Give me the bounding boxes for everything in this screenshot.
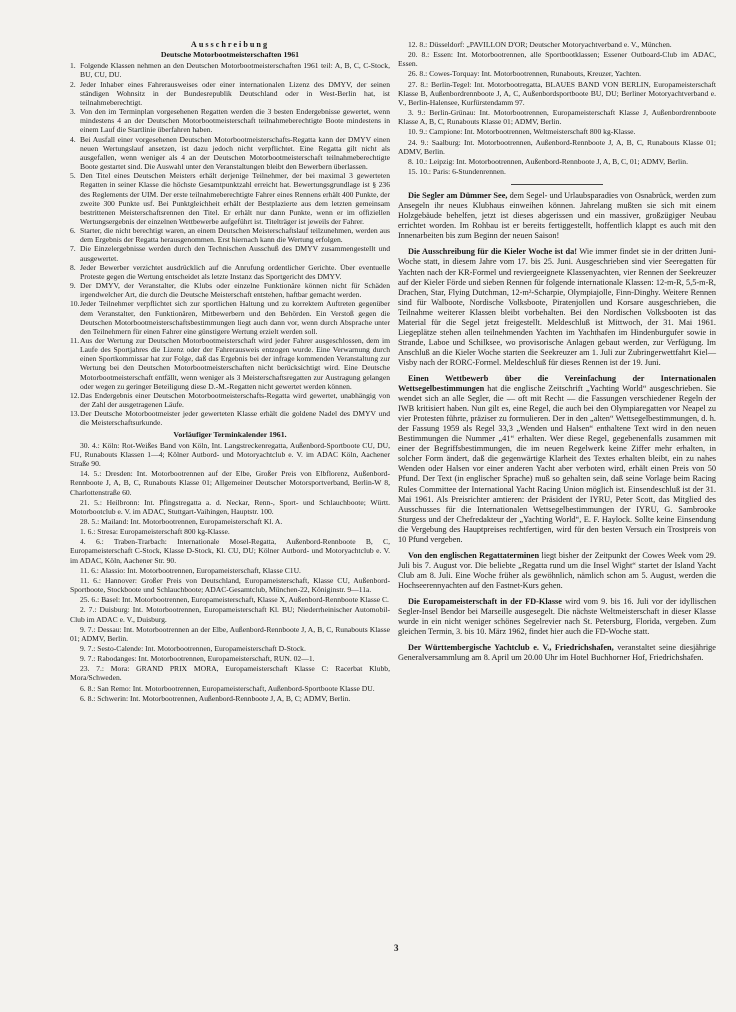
rule-text: Von den im Terminplan vorgesehenen Regatten werden die 3 besten Endergebnisse gewertet, wenn mindestens 4 an der Deutschen Motorbootmeisterschaft teilnahmeberechtigte Boote mindestens in einem Lauf die Startlinie überfahren haben. — [80, 107, 390, 135]
calendar-entry: 1. 6.: Stresa: Europameisterschaft 800 kg-Klasse. — [80, 527, 230, 537]
rule-text: Jeder Bewerber verzichtet ausdrücklich auf die Anrufung ordentlicher Gerichte. Über eventuelle Proteste gegen die Wertung entscheidet als letzte Instanz das Sportgericht des DMYV. — [80, 262, 390, 281]
rule-number: 5. — [70, 171, 76, 181]
article-body: veranstaltet seine diesjährige Generalversammlung am 8. April um 20.00 Uhr im Hotel Buchhorner Hof, Friedrichshafen. — [398, 643, 716, 663]
news-article — [398, 551, 716, 591]
articles — [398, 191, 716, 663]
rule-item — [70, 107, 390, 134]
article-lead: Der Württembergische Yachtclub e. V., Friedrichshafen, — [408, 643, 614, 653]
article-lead: Die Segler am Dümmer See, — [408, 191, 508, 201]
calendar-title: Vorläufiger Terminkalender 1961. — [173, 429, 287, 439]
news-article — [398, 374, 716, 545]
calendar-entry: 23. 7.: Mora: GRAND PRIX MORA, Europameisterschaft Klasse C: Racerbat Klubb, Mora/Schweden. — [70, 664, 390, 683]
calendar-entry: 9. 7.: Rabodanges: Int. Motorbootrennen, Europameisterschaft, RUN. 02—1. — [80, 654, 315, 664]
article-body: hat die englische Zeitschrift „Yachting World“ ausgeschrieben. Sie wendet sich an alle Segler, die — oft mit Recht — die Fassungen verschiedener Regeln der IWB kritisiert haben. Nun gilt es, eine Regel, die auch bei den Olympiaregatten vor Neapel zu vier Protesten führte, präziser zu formulieren. Der in den „alten“ Wettsegelbestimmungen, d. h. der Fassung 1959 als Regel 33,3 „Wenden und Halsen“ enthaltene Text wird in den neuen Bestimmungen die Nummer „41“ erhalten. Wer diese Regel, gegebenenfalls zusammen mit einer der Begriffsbestimmungen, die im neuen Regelwerk keine Ziffer mehr erhalten, in solcher Form ändert, daß die gegenwärtige Klarheit des Textes erhalten bleibt, ein zu nahes Wenden oder Halsen vor einer anderen Yacht aber verboten wird, erhält einen Preis von 50 Pfund. Der Text (in englischer Sprache) muß so gehalten sein, daß seine Vorlage beim Racing Rules Committee der International Yacht Racing Union möglich ist. Einsendeschluß ist der 31. Mai 1961. Als Preisrichter amtieren: der Präsident der IYRU, Peter Scott, das Mitglied des Ausschusses für die Internationalen Wettsegelbestimmungen der IYRU, G. Sambrooke Sturgess und der Chefredakteur der „Yachting World“, E. F. Haylock. Sollte keine Einsendung die Vergebung des Hauptpreises rechtfertigen, wird für den besten Versuch ein Trostpreis von 10 Pfund vergeben. — [398, 384, 716, 544]
rule-number: 7. — [70, 244, 76, 254]
rule-text: Aus der Wertung zur Deutschen Motorbootmeisterschaft wird jeder Fahrer ausgeschlossen, dem im Laufe des Sportjahres die Lizenz oder der Fahrerausweis entzogen wurde. Eine Verwarnung durch einen Sportkommissar hat zur Folge, daß das Ergebnis bei der infrage kommenden Veranstaltung zur Wertung bei den Deutschen Motorbootmeisterschaften nicht berücksichtigt wird. Eine Deutsche Motorbootmeisterschaft entfällt, wenn weniger als 3 Meisterschaftsregatten zur Austragung gelangen oder wegen zu geringer Beteiligung diese D.-M.-Regatten nicht gewertet werden können. — [80, 336, 390, 391]
calendar-entry: 25. 6.: Basel: Int. Motorbootrennen, Europameisterschaft, Klasse X, Außenbord-Rennboote Klasse C. — [80, 595, 389, 605]
rule-item — [70, 244, 390, 262]
calendar-right — [398, 40, 716, 176]
calendar-left — [70, 441, 390, 703]
calendar-entry: 30. 4.: Köln: Rot-Weißes Band von Köln, Int. Langstreckenregatta, Außenbord-Sportboote CU, DU, FU, Runabouts Klassen 1—4; Kölner Autbord- und Motoryachtclub e. V. im ADAC Köln, Aachener Straße 90. — [70, 440, 390, 469]
news-article — [398, 597, 716, 637]
rule-number: 13. — [70, 409, 80, 419]
article-body: wird vom 9. bis 16. Juli vor der idyllischen Segler-Insel Bendor bei Marseille ausgesegelt. Die nächste Weltmeisterschaft in dieser Klasse wurde in ein nicht weniger schönes Segelrevier nach St. Petersburg, Florida, vergeben. Zum gleichen Termin, 3. bis 10. März 1962, findet hier auch die FD-Woche statt. — [398, 596, 717, 637]
calendar-entry: 2. 7.: Duisburg: Int. Motorbootrennen, Europameisterschaft Kl. BU; Niederrheinischer Automobil-Club im ADAC e. V., Duisburg. — [70, 605, 390, 624]
calendar-entry: 6. 8.: San Remo: Int. Motorbootrennen, Europameisterschaft, Außenbord-Sportboote Klasse DU. — [80, 683, 375, 693]
article-lead: Von den englischen Regattaterminen — [408, 550, 540, 560]
rule-item — [70, 263, 390, 281]
calendar-entry: 27. 8.: Berlin-Tegel: Int. Motorbootregatta, BLAUES BAND VON BERLIN, Europameisterschaft Klasse B, Außenbordrennboote J, A, C, Außenbordsportboote BU, DU; Berliner Motoryachtverband e. V., Berlin-Halensee, Kurfürstendamm 97. — [398, 79, 716, 107]
article-lead: Die Ausschreibung für die Kieler Woche ist da! — [408, 247, 578, 257]
rule-text: Der DMYV, der Veranstalter, die Klubs oder einzelne Funktionäre können nicht für Schäden irgendwelcher Art, die durch die Deutsche Meisterschaft entstehen, haftbar gemacht werden. — [80, 281, 390, 300]
rule-number: 6. — [70, 226, 76, 236]
rule-item — [70, 226, 390, 244]
article-lead: Die Europameisterschaft in der FD-Klasse — [408, 596, 562, 606]
rule-item — [70, 171, 390, 226]
calendar-entry: 14. 5.: Dresden: Int. Motorbootrennen auf der Elbe, Großer Preis von Elbflorenz, Außenbord-Rennboote J, A, B, C, Runabouts Klasse 01; Allgemeiner Deutscher Motorsportverband, Berlin-W 8, Charlottenstraße 60. — [70, 469, 390, 497]
calendar-entry: 4. 6.: Traben-Trarbach: Internationale Mosel-Regatta, Außenbord-Rennboote B, C, Europameisterschaft C-Stock, Klasse D-Stock, Kl. CU, DU; Kölner Autbord- und Motoryachtclub e. V. im ADAC, Köln, Aachener Str. 90. — [70, 537, 390, 565]
calendar-entry: 12. 8.: Düsseldorf: „PAVILLON D'OR; Deutscher Motoryachtverband e. V., München. — [408, 40, 672, 49]
rule-number: 4. — [70, 134, 76, 144]
rule-number: 1. — [70, 61, 76, 71]
rule-text: Den Titel eines Deutschen Meisters erhält derjenige Teilnehmer, der bei maximal 3 gewerteten Regatten in seiner Klasse die höchste Gesamtpunktzahl erreicht hat. Bewertungsgrundlage ist § 236 des Reglements der UIM. Der erste teilnahmeberechtigte Fahrer eines Rennens erhält 400 Punkte, der zweite 300 Punkte usf. Bei Punktgleichheit erhält der Bestplazierte aus dem letzten gemeinsam bestrittenen Meisterschaftsrennen den Titel. Er erhält nur dann Punkte, wenn er im offiziellen Wertungsergebnis der einzelnen Wettbewerbe aufgeführt ist. Titelträger ist jeweils der Fahrer. — [80, 171, 390, 226]
rule-number: 8. — [70, 262, 76, 272]
divider — [511, 184, 603, 185]
calendar-entry: 11. 6.: Alassio: Int. Motorbootrennen, Europameisterschaft, Klasse C1U. — [80, 565, 301, 575]
calendar-entry: 3. 9.: Berlin-Grünau: Int. Motorbootrennen, Europameisterschaft Klasse J, Außenbordrennboote Klasse A, B, C, Runabouts Klasse 01; ADMV, Berlin. — [398, 108, 716, 127]
calendar-entry: 11. 6.: Hannover: Großer Preis von Deutschland, Europameisterschaft, Klasse CU, Außenbord-Sportboote, Stockboote und Schlauchboote; ADAC-Gesamtclub, München-22, Königinstr. 9—11a. — [70, 575, 390, 595]
calendar-entry: 24. 9.: Saalburg: Int. Motorbootrennen, Außenbord-Rennboote J, A, B, C, Runabouts Klasse 01; ADMV, Berlin. — [398, 137, 716, 156]
rule-text: Bei Ausfall einer vorgesehenen Deutschen Motorbootmeisterschafts-Regatta kann der DMYV einen neuen Wertungslauf ansetzen, ist dazu jedoch nicht verpflichtet. Eine Regatta gilt nicht als ausgefallen, wenn weniger als 4 an der Deutschen Motorbootmeisterschaft teilnahmeberechtigte Boote gestartet sind. Die Auswahl unter den Veranstaltungen bleibt den Bewerbern überlassen. — [80, 134, 390, 172]
calendar-entry: 26. 8.: Cowes-Torquay: Int. Motorbootrennen, Runabouts, Kreuzer, Yachten. — [408, 69, 642, 79]
news-article — [398, 191, 716, 241]
rule-number: 12. — [70, 390, 80, 400]
calendar-entry: 8. 10.: Leipzig: Int. Motorbootrennen, Außenbord-Rennboote J, A, B, C, 01; ADMV, Berlin. — [408, 156, 688, 166]
calendar-entry: 15. 10.: Paris: 6-Stundenrennen. — [408, 167, 506, 177]
rule-text: Jeder Teilnehmer verpflichtet sich zur sportlichen Haltung und zu korrektem Auftreten gegenüber dem Veranstalter, den Funktionären, Mitbewerbern und den Behörden. Ein Verstoß gegen die Deutschen Motorbootmeisterschaftsbestimmungen liegt auch dann vor, wenn durch Absprache unter den Teilnehmern für einen Fahrer eine günstigere Wertung erzielt werden soll. — [80, 299, 390, 336]
rules-list — [70, 61, 390, 427]
left-column — [70, 40, 390, 704]
rule-number: 2. — [70, 79, 76, 89]
calendar-entry: 10. 9.: Campione: Int. Motorbootrennen, Weltmeisterschaft 800 kg-Klasse. — [408, 127, 636, 137]
article-body: dem Segel- und Urlaubsparadies von Osnabrück, werden zum Ansegeln ihr neues Klubhaus einweihen können. Jahrelang mußten sie sich mit einem Holzgebäude behelfen, jetzt ist dieses abgerissen und ein massiver, großzügiger Neubau errichtet worden. Im Rohbau ist er bereits fertiggestellt, hoffentlich klappt es auch mit den Innenarbeiten bis zum Beginn der neuen Saison! — [398, 191, 716, 241]
page-number: 3 — [394, 943, 399, 953]
rule-text: Folgende Klassen nehmen an den Deutschen Motorbootmeisterschaften 1961 teil: A, B, C, C-Stock, BU, CU, DU. — [80, 61, 390, 80]
article-lead: Einen Wettbewerb über die Vereinfachung der Internationalen Wettsegelbestimmungen — [398, 373, 716, 394]
article-body: liegt bisher der Zeitpunkt der Cowes Week vom 29. Juli bis 7. August vor. Die beliebte „Regatta rund um die Insel Wight“ startet der Island Yacht Club am 8. Juli. Eine Woche früher als gewöhnlich, nämlich schon am 5. August, werden die Hochseerennyachten auf den Fastnet-Kurs gehen. — [398, 550, 716, 590]
rule-text: Die Einzelergebnisse werden durch den Technischen Ausschuß des DMYV zusammengestellt und ausgewertet. — [80, 244, 390, 263]
right-column — [398, 40, 716, 669]
rule-number: 11. — [70, 336, 80, 345]
rule-item — [70, 409, 390, 427]
rule-item — [70, 391, 390, 409]
rule-item — [70, 61, 390, 79]
calendar-entry: 9. 7.: Dessau: Int. Motorbootrennen an der Elbe, Außenbord-Rennboote J, A, B, C, Runabouts Klasse 01; ADMV, Berlin. — [70, 624, 390, 643]
rule-number: 10. — [70, 299, 80, 309]
calendar-entry: 21. 5.: Heilbronn: Int. Pfingstregatta a. d. Neckar, Renn-, Sport- und Schlauchboote; Württ. Motorbootclub e. V. im ADAC, Stuttgart-Vaihingen, Hauptstr. 100. — [70, 497, 390, 516]
calendar-entry: 20. 8.: Essen: Int. Motorbootrennen, alle Sportbootklassen; Essener Outboard-Club im ADAC, Essen. — [398, 50, 716, 69]
rule-text: Jeder Inhaber eines Fahrerausweises oder einer internationalen Lizenz des DMYV, der seinen ständigen Wohnsitz in der Bundesrepublik Deutschland oder in West-Berlin hat, ist teilnahmeberechtigt. — [80, 79, 390, 107]
article-body: Wie immer findet sie in der dritten Juni-Woche statt, in diesem Jahre vom 17. bis 25. Juni. Ausgeschrieben sind vier Seeregatten für Yachten nach der KR-Formel und reviergeeignete Klassenyachten, vier Rennen der Seekreuzer auf der Kieler Förde und sieben Rennen für folgende internationale Klassen: 12-m-R, 5,5-m-R, Drachen, Star, Flying Dutchman, 12-m²-Scharpie, Olympiajolle, Finn-Dinghy. Weitere Rennen sind für Walboote, Nordische Volksboote, Piratenjollen und Korsare ausgeschrieben, die Teilnahme weiterer Klassen bleibt vorbehalten. Bei den Nordischen Volksbooten ist das Material für die Segel jetzt freigestellt. Meldeschluß ist Mittwoch, der 31. Mai 1961. Liegeplätze stehen allen teilnehmenden Yachten im Yachthafen im Hindenburgufer sowie in Strande, Laboe und Schilksee, wo provisorische Anlagen gebaut werden, zur Verfügung. Im Anschluß an die Kieler Woche starten die Seekreuzer am 1. Juli zur Zubringerwettfahrt Kiel—Visby nach der RORC-Formel. Meldeschluß für dieses Rennen ist der 19. Juni. — [398, 247, 716, 367]
subheading: Deutsche Motorbootmeisterschaften 1961 — [160, 50, 300, 60]
calendar-entry: 6. 8.: Schwerin: Int. Motorbootrennen, Außenbord-Rennboote J, A, B, C; ADMV, Berlin. — [80, 693, 351, 703]
calendar-entry: 28. 5.: Mailand: Int. Motorbootrennen, Europameisterschaft Kl. A. — [80, 516, 283, 526]
rule-text: Das Endergebnis einer Deutschen Motorbootmeisterschafts-Regatta wird gewertet, unabhängig von der Zahl der ausgetragenen Läufe. — [80, 390, 390, 410]
rule-text: Der Deutsche Motorbootmeister jeder gewerteten Klasse erhält die goldene Nadel des DMYV und die Meisterschaftsurkunde. — [80, 409, 390, 428]
heading: Ausschreibung — [190, 40, 270, 49]
news-article — [398, 247, 716, 368]
rule-number: 3. — [70, 107, 76, 117]
rule-number: 9. — [70, 281, 76, 291]
rule-item — [70, 80, 390, 107]
rule-item — [70, 299, 390, 336]
rule-item — [70, 336, 390, 391]
calendar-entry: 9. 7.: Sesto-Calende: Int. Motorbootrennen, Europameisterschaft D-Stock. — [80, 644, 306, 653]
rule-item — [70, 281, 390, 299]
rule-text: Starter, die nicht berechtigt waren, an einem Deutschen Meisterschaftslauf teilzunehmen, werden aus dem Ergebnis der Regatta herausgenommen. Erst hiernach kann die Wertung erfolgen. — [80, 226, 390, 245]
rule-item — [70, 135, 390, 172]
news-article — [398, 643, 716, 663]
